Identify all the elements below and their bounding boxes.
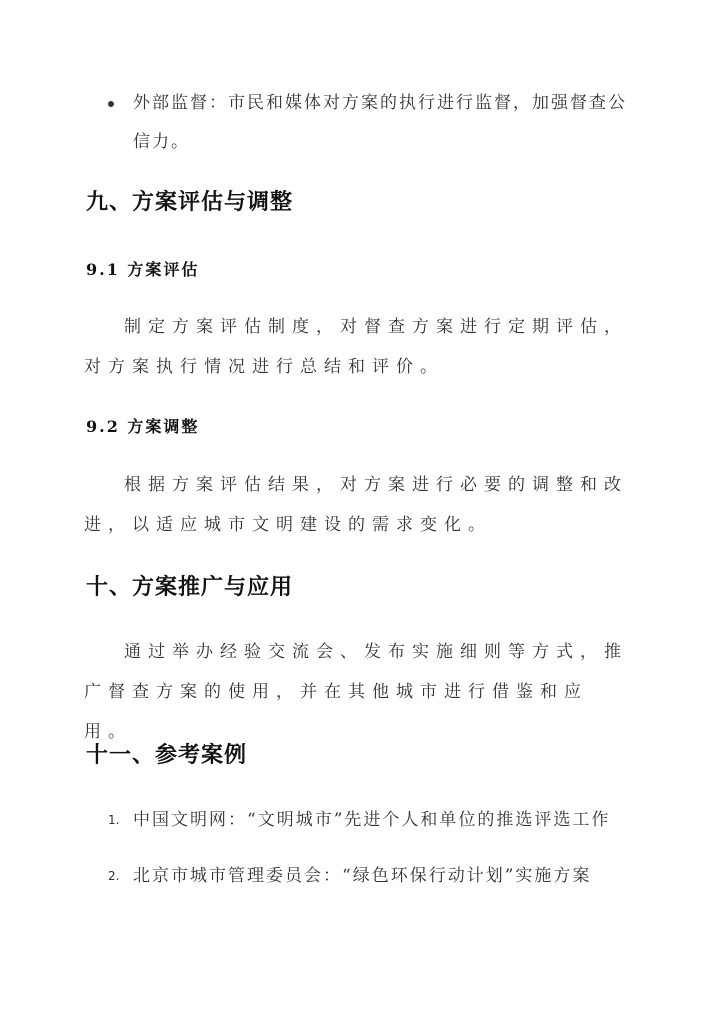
list-number: 1. [108, 813, 120, 827]
list-item: 北京市城市管理委员会：“绿色环保行动计划”实施方案 [133, 866, 592, 886]
bullet-item-line2: 信力。 [133, 132, 190, 152]
list-number: 2. [108, 869, 120, 883]
subsection-9-2-paragraph: 根据方案评估结果，对方案进行必要的调整和改进，以适应城市文明建设的需求变化。 [84, 475, 628, 535]
bullet-item-line1: 外部监督：市民和媒体对方案的执行进行监督，加强督查公 [133, 93, 627, 113]
section-10-paragraph: 通过举办经验交流会、发布实施细则等方式，推广督查方案的使用，并在其他城市进行借鉴和应用。 [84, 642, 628, 742]
section-11-heading: 十一、参考案例 [86, 742, 248, 768]
section-9-heading: 九、方案评估与调整 [86, 189, 294, 215]
bullet-icon [108, 101, 114, 107]
subsection-9-1-heading: 9.1 方案评估 [86, 260, 200, 279]
list-item: 中国文明网：“文明城市”先进个人和单位的推选评选工作 [133, 810, 611, 830]
section-10-heading: 十、方案推广与应用 [86, 574, 294, 600]
subsection-9-2-heading: 9.2 方案调整 [86, 417, 200, 436]
subsection-9-1-paragraph: 制定方案评估制度，对督查方案进行定期评估，对方案执行情况进行总结和评价。 [84, 317, 628, 377]
